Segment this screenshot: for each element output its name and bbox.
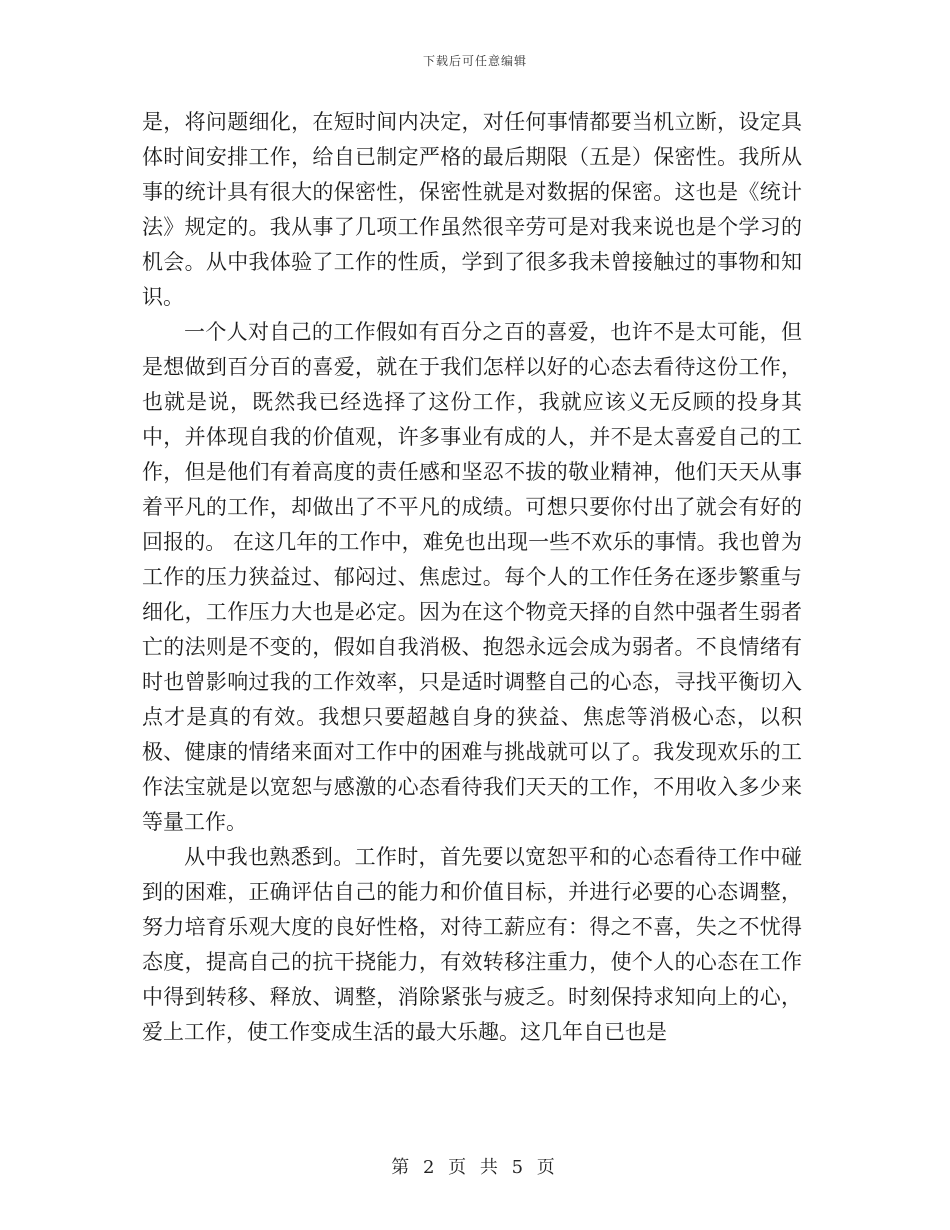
paragraph-2: 一个人对自己的工作假如有百分之百的喜爱，也许不是太可能，但是想做到百分百的喜爱，就在于我们怎样以好的心态去看待这份工作，也就是说，既然我已经选择了这份工作，我就应该义无反顾的投身其中，并体现自我的价值观，许多事业有成的人，并不是太喜爱自己的工作，但是他们有着高度的责任感和坚忍不拔的敬业精神，他们天天从事着平凡的工作，却做出了不平凡的成绩。可想只要你付出了就会有好的回报的。 在这几年的工作中，难免也出现一些不欢乐的事情。我也曾为工作的压力狭益过、郁闷过、焦虑过。每个人的工作任务在逐步繁重与细化，工作压力大也是必定。因为在这个物竞天择的自然中强者生弱者亡的法则是不变的，假如自我消极、抱怨永远会成为弱者。不良情绪有时也曾影响过我的工作效率，只是适时调整自己的心态，寻找平衡切入点才是真的有效。我想只要超越自身的狭益、焦虑等消极心态，以积极、健康的情绪来面对工作中的困难与挑战就可以了。我发现欢乐的工作法宝就是以宽恕与感激的心态看待我们天天的工作，不用收入多少来等量工作。 (142, 320, 802, 834)
page-header: 下载后可任意编辑 (422, 54, 527, 68)
document-body (142, 105, 802, 1050)
paragraph-3: 从中我也熟悉到。工作时，首先要以宽恕平和的心态看待工作中碰到的困难，正确评估自己的能力和价值目标，并进行必要的心态调整，努力培育乐观大度的良好性格，对待工薪应有：得之不喜，失之不忧得态度，提高自己的抗干挠能力，有效转移注重力，使个人的心态在工作中得到转移、释放、调整，消除紧张与疲乏。时刻保持求知向上的心，爱上工作，使工作变成生活的最大乐趣。这几年自已也是 (142, 845, 802, 1044)
paragraph-1: 是，将问题细化，在短时间内决定，对任何事情都要当机立断，设定具体时间安排工作，给自已制定严格的最后期限（五是）保密性。我所从事的统计具有很大的保密性，保密性就是对数据的保密。这也是《统计法》规定的。我从事了几项工作虽然很辛劳可是对我来说也是个学习的机会。从中我体验了工作的性质，学到了很多我未曾接触过的事物和知识。 (142, 110, 802, 309)
page-number-footer: 第 2 页 共 5 页 (391, 1157, 559, 1178)
